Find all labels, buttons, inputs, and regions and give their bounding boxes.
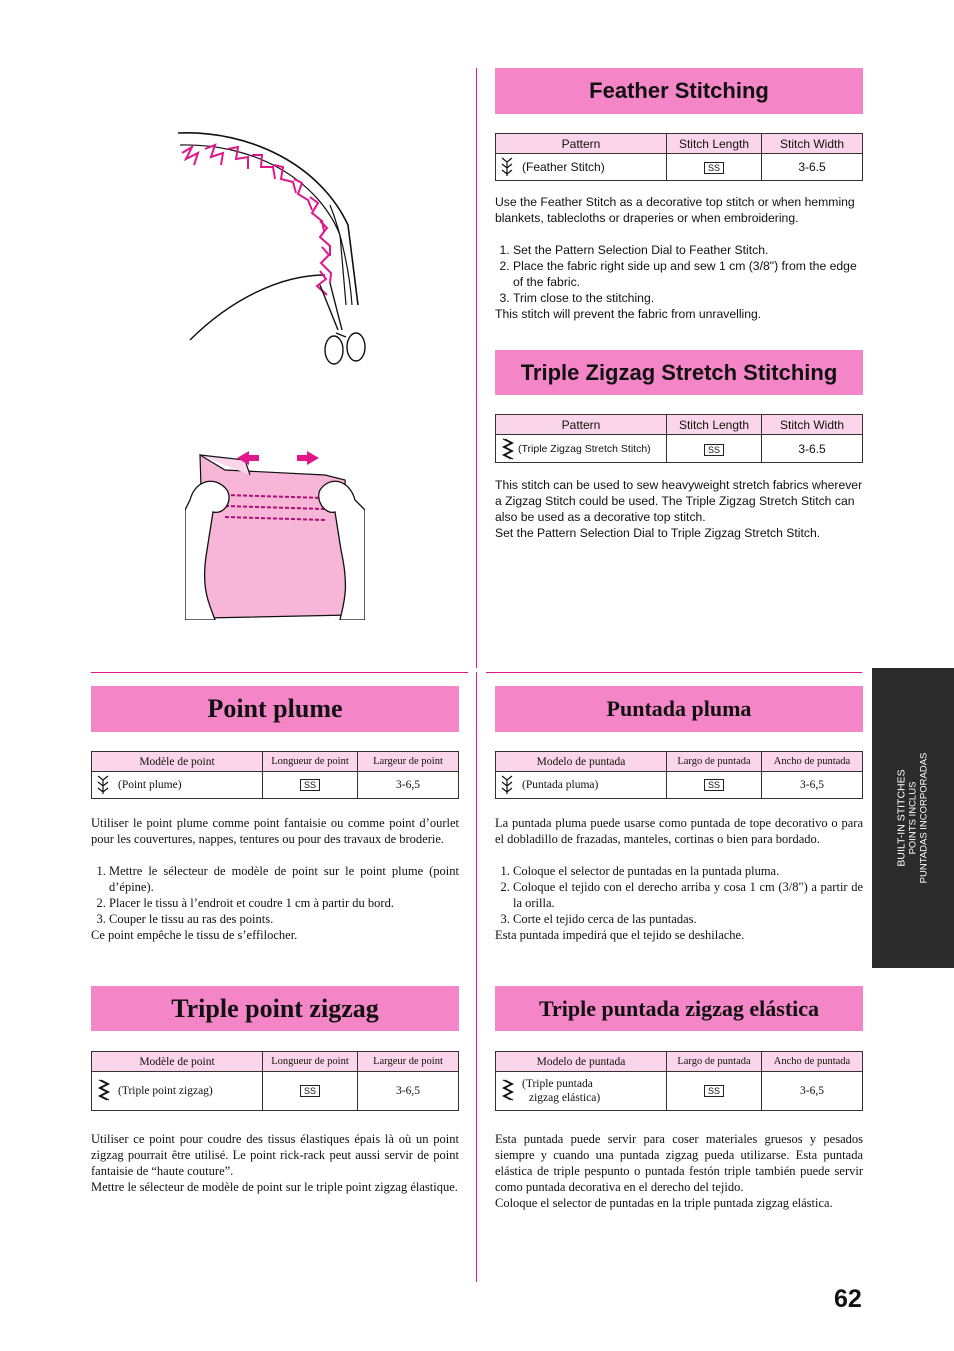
- feather-stitch-illustration: [170, 125, 380, 375]
- width-cell: 3-6,5: [762, 772, 863, 799]
- note-text: This stitch will prevent the fabric from unravelling.: [495, 307, 762, 321]
- pattern-cell: [92, 1072, 263, 1111]
- body-text: Esta puntada puede servir para coser materiales gruesos y pesados siempre y cuando una puntada zigzag pueda utilizarse. Esta puntada elástica de triple pespunto o puntada festón triple también puede servir como puntada decorativa en el derecho del tejido.: [495, 1132, 863, 1194]
- length-header: Largo de puntada: [667, 752, 762, 772]
- feather-instructions: [495, 194, 865, 322]
- side-tab-label: [897, 753, 930, 884]
- body-text: This stitch can be used to sew heavyweight stretch fabrics wherever a Zigzag Stitch could be used. The Triple Zigzag Stretch Stitch can also be used as a decorative top stitch.: [495, 478, 863, 524]
- side-tab-line-3: PUNTADAS INCORPORADAS: [918, 752, 930, 884]
- column-divider-top: [476, 68, 477, 668]
- pattern-name: (Triple Zigzag Stretch Stitch): [518, 442, 651, 455]
- width-cell: 3-6.5: [762, 435, 863, 463]
- length-header: Stitch Length: [667, 415, 762, 435]
- step-2: 2. Placer le tissu à l’endroit et coudre 1 cm à partir du bord.: [109, 895, 459, 911]
- ss-badge: SS: [704, 444, 724, 456]
- point-plume-settings-table: [91, 751, 459, 799]
- length-cell: [667, 772, 762, 799]
- length-cell: [667, 435, 762, 463]
- point-plume-title: Point plume: [91, 686, 459, 732]
- ss-badge: SS: [300, 779, 320, 791]
- pattern-name-line-1: (Triple puntada: [522, 1078, 593, 1090]
- puntada-pluma-settings-table: [495, 751, 863, 799]
- note-text: Coloque el selector de puntadas en la triple puntada zigzag elástica.: [495, 1196, 833, 1210]
- triple-zigzag-icon: [500, 1078, 514, 1104]
- width-header: Stitch Width: [762, 134, 863, 154]
- ss-badge: SS: [704, 779, 724, 791]
- ss-badge: SS: [704, 1085, 724, 1097]
- width-header: Ancho de puntada: [762, 752, 863, 772]
- pattern-name: (Puntada pluma): [522, 779, 599, 791]
- ss-badge: SS: [704, 162, 724, 174]
- pattern-name-line-2: zigzag elástica): [529, 1092, 601, 1104]
- intro-text: Use the Feather Stitch as a decorative top stitch or when hemming blankets, tablecloths or draperies or when embroidering.: [495, 195, 855, 225]
- step-3: 3. Couper le tissu au ras des points.: [109, 911, 459, 927]
- chapter-side-tab: [872, 668, 954, 968]
- width-header: Largeur de point: [358, 1052, 459, 1072]
- page-number: 62: [834, 1285, 862, 1313]
- triple-puntada-settings-table: [495, 1051, 863, 1111]
- point-plume-instructions: [91, 815, 459, 943]
- feather-stitch-icon: [500, 156, 514, 178]
- triple-zigzag-settings-table: [495, 414, 863, 463]
- pattern-header: Modèle de point: [92, 752, 263, 772]
- pattern-name: [522, 1077, 600, 1105]
- width-cell: 3-6,5: [762, 1072, 863, 1111]
- pattern-header: Pattern: [496, 134, 667, 154]
- note-text: Esta puntada impedirá que el tejido se deshilache.: [495, 928, 745, 942]
- pattern-header: Modelo de puntada: [496, 752, 667, 772]
- width-header: Ancho de puntada: [762, 1052, 863, 1072]
- note-text: Set the Pattern Selection Dial to Triple Zigzag Stretch Stitch.: [495, 526, 821, 540]
- step-1: 1. Mettre le sélecteur de modèle de point sur le point plume (point d’épine).: [109, 863, 459, 895]
- feather-stitch-icon: [96, 774, 110, 796]
- body-text: Utiliser ce point pour coudre des tissus élastiques épais là où un point zigzag pourrait être utilisé. Le point rick-rack peut aussi servir de point fantaisie de “haute couture”.: [91, 1132, 459, 1178]
- pattern-header: Modelo de puntada: [496, 1052, 667, 1072]
- pattern-cell: [496, 1072, 667, 1111]
- pattern-cell: [496, 154, 667, 181]
- section-rule-right: [486, 672, 862, 673]
- length-header: Longueur de point: [263, 752, 358, 772]
- triple-point-zigzag-instructions: [91, 1131, 459, 1195]
- puntada-pluma-title: Puntada pluma: [495, 686, 863, 732]
- pattern-name: (Point plume): [118, 779, 182, 791]
- length-header: Stitch Length: [667, 134, 762, 154]
- triple-zigzag-instructions: [495, 477, 865, 541]
- triple-point-zigzag-settings-table: [91, 1051, 459, 1111]
- triple-zigzag-title: Triple Zigzag Stretch Stitching: [495, 350, 863, 395]
- pattern-cell: [496, 772, 667, 799]
- step-2: 2. Place the fabric right side up and sew 1 cm (3/8") from the edge of the fabric.: [513, 258, 865, 290]
- feather-stitch-icon: [500, 774, 514, 796]
- section-rule-left: [91, 672, 468, 673]
- triple-zigzag-icon: [500, 437, 514, 461]
- stretch-stitch-illustration: [185, 440, 365, 620]
- triple-point-zigzag-title: Triple point zigzag: [91, 986, 459, 1031]
- length-cell: [263, 772, 358, 799]
- pattern-name: (Feather Stitch): [522, 160, 605, 174]
- pattern-header: Modèle de point: [92, 1052, 263, 1072]
- step-3: 3. Trim close to the stitching.: [513, 290, 865, 306]
- triple-puntada-instructions: [495, 1131, 863, 1211]
- width-header: Stitch Width: [762, 415, 863, 435]
- pattern-cell: [496, 435, 667, 463]
- length-header: Longueur de point: [263, 1052, 358, 1072]
- feather-stitching-title: Feather Stitching: [495, 68, 863, 114]
- puntada-pluma-instructions: [495, 815, 863, 943]
- length-header: Largo de puntada: [667, 1052, 762, 1072]
- pattern-name: (Triple point zigzag): [118, 1085, 213, 1097]
- width-cell: 3-6,5: [358, 772, 459, 799]
- pattern-header: Pattern: [496, 415, 667, 435]
- triple-zigzag-icon: [96, 1078, 110, 1104]
- width-header: Largeur de point: [358, 752, 459, 772]
- length-cell: [667, 1072, 762, 1111]
- column-divider-bottom: [476, 672, 477, 1282]
- width-cell: 3-6,5: [358, 1072, 459, 1111]
- note-text: Ce point empêche le tissu de s’effilocher.: [91, 928, 298, 942]
- length-cell: [667, 154, 762, 181]
- step-2: 2. Coloque el tejido con el derecho arriba y cosa 1 cm (3/8") a partir de la orilla.: [513, 879, 863, 911]
- side-tab-line-1: BUILT-IN STITCHES: [895, 769, 908, 867]
- feather-stitch-settings-table: [495, 133, 863, 181]
- note-text: Mettre le sélecteur de modèle de point sur le triple point zigzag élastique.: [91, 1180, 458, 1194]
- length-cell: [263, 1072, 358, 1111]
- step-3: 3. Corte el tejido cerca de las puntadas.: [513, 911, 863, 927]
- triple-puntada-title: Triple puntada zigzag elástica: [495, 986, 863, 1031]
- step-1: 1. Set the Pattern Selection Dial to Feather Stitch.: [513, 242, 865, 258]
- step-1: 1. Coloque el selector de puntadas en la puntada pluma.: [513, 863, 863, 879]
- width-cell: 3-6.5: [762, 154, 863, 181]
- pattern-cell: [92, 772, 263, 799]
- side-tab-line-2: POINTS INCLUS: [907, 781, 919, 855]
- intro-text: La puntada pluma puede usarse como puntada de tope decorativo o para el dobladillo de frazadas, manteles, cortinas o bien para bordado.: [495, 816, 863, 846]
- ss-badge: SS: [300, 1085, 320, 1097]
- intro-text: Utiliser le point plume comme point fantaisie ou comme point d’ourlet pour les couvertures, nappes, tentures ou pour des travaux de broderie.: [91, 816, 459, 846]
